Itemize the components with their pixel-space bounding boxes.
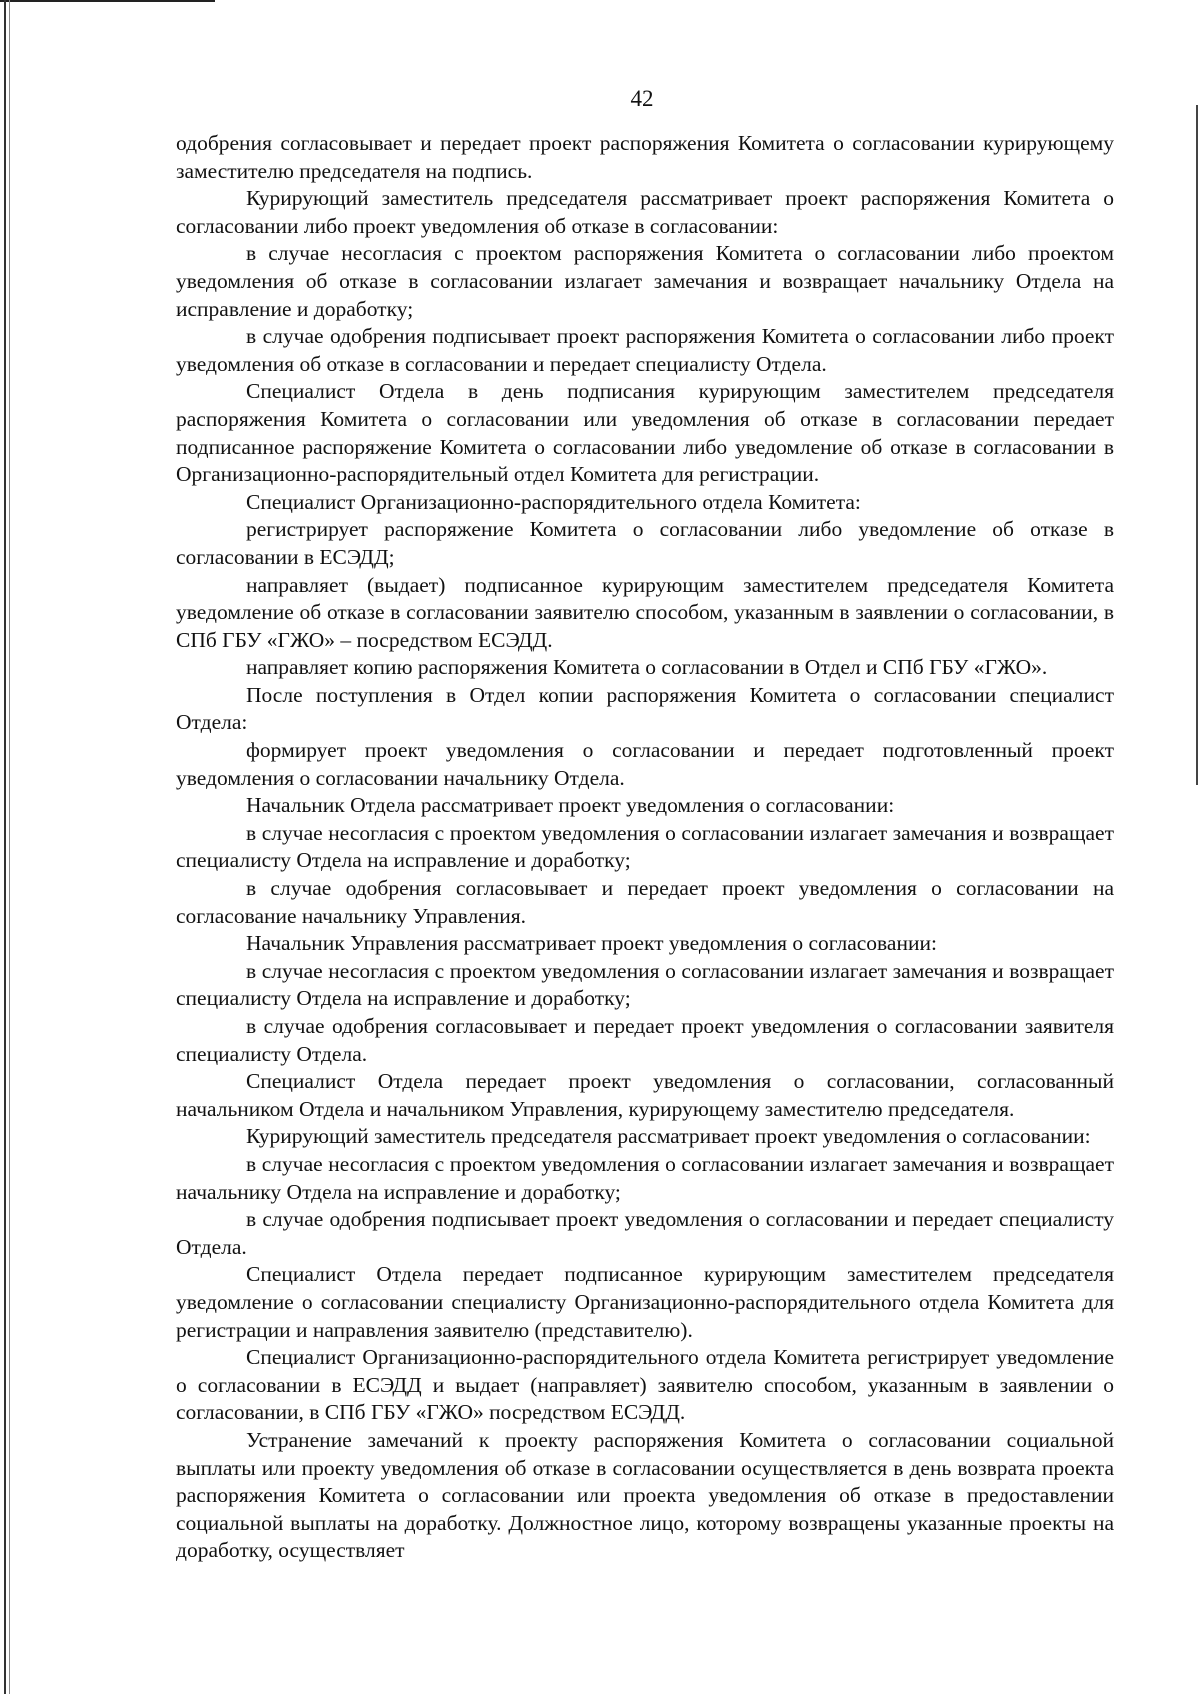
paragraph: Устранение замечаний к проекту распоряжения Комитета о согласовании социальной выплаты или проекту уведомления об отказе в согласовании осуществляется в день возврата проекта распоряжения Комитета о согласовании или проекта уведомления об отказе в предоставлении социальной выплаты на доработку. Должностное лицо, которому возвращены указанные проекты на доработку, осуществляет <box>176 1427 1114 1563</box>
paragraph: Курирующий заместитель председателя рассматривает проект уведомления о согласовании: <box>246 1124 1091 1149</box>
paragraph: Курирующий заместитель председателя рассматривает проект распоряжения Комитета о согласовании либо проект уведомления об отказе в согласовании: <box>176 186 1114 238</box>
scan-edge-top <box>0 0 215 2</box>
paragraph: в случае несогласия с проектом распоряжения Комитета о согласовании либо проектом уведомления об отказе в согласовании излагает замечания и возвращает начальнику Отдела на исправление и доработку; <box>176 241 1114 321</box>
page-number: 42 <box>630 86 654 111</box>
paragraph: регистрирует распоряжение Комитета о согласовании либо уведомление об отказе в согласовании в ЕСЭДД; <box>176 517 1114 569</box>
paragraph: в случае одобрения подписывает проект распоряжения Комитета о согласовании либо проект уведомления об отказе в согласовании и передает специалисту Отдела. <box>176 324 1114 376</box>
scan-edge-left-inner <box>9 0 10 1694</box>
paragraph: Специалист Организационно-распорядительного отдела Комитета регистрирует уведомление о согласовании в ЕСЭДД и выдает (направляет) заявителю способом, указанным в заявлении о согласовании, в СПб ГБУ «ГЖО» посредством ЕСЭДД. <box>176 1345 1114 1425</box>
scan-edge-right <box>1196 105 1198 785</box>
paragraph: формирует проект уведомления о согласовании и передает подготовленный проект уведомления о согласовании начальнику Отдела. <box>176 738 1114 790</box>
paragraph: Специалист Отдела в день подписания курирующим заместителем председателя распоряжения Комитета о согласовании или уведомления об отказе в согласовании передает подписанное распоряжение Комитета о согласовании либо уведомление об отказе в согласовании в Организационно-распорядительный отдел Комитета для регистрации. <box>176 379 1114 487</box>
document-body <box>176 130 1114 1565</box>
paragraph: направляет (выдает) подписанное курирующим заместителем председателя Комитета уведомление об отказе в согласовании заявителю способом, указанным в заявлении о согласовании, в СПб ГБУ «ГЖО» – посредством ЕСЭДД. <box>176 572 1114 652</box>
paragraph: в случае несогласия с проектом уведомления о согласовании излагает замечания и возвращает специалисту Отдела на исправление и доработку; <box>176 820 1114 873</box>
paragraph: одобрения согласовывает и передает проект распоряжения Комитета о согласовании курирующему заместителю председателя на подпись. <box>176 131 1114 183</box>
paragraph: Начальник Отдела рассматривает проект уведомления о согласовании: <box>246 793 895 818</box>
scan-edge-left <box>4 0 6 1694</box>
paragraph: в случае одобрения согласовывает и передает проект уведомления о согласовании на согласование начальнику Управления. <box>176 876 1114 928</box>
paragraph: в случае несогласия с проектом уведомления о согласовании излагает замечания и возвращает начальнику Отдела на исправление и доработку; <box>176 1151 1114 1204</box>
paragraph: в случае одобрения согласовывает и передает проект уведомления о согласовании заявителя специалисту Отдела. <box>176 1014 1114 1066</box>
paragraph: Специалист Организационно-распорядительного отдела Комитета: <box>246 489 861 514</box>
paragraph: в случае несогласия с проектом уведомления о согласовании излагает замечания и возвращает специалисту Отдела на исправление и доработку; <box>176 958 1114 1011</box>
paragraph: в случае одобрения подписывает проект уведомления о согласовании и передает специалисту Отдела. <box>176 1207 1114 1259</box>
paragraph: Начальник Управления рассматривает проект уведомления о согласовании: <box>246 931 937 956</box>
paragraph: направляет копию распоряжения Комитета о согласовании в Отдел и СПб ГБУ «ГЖО». <box>246 655 1048 680</box>
paragraph: После поступления в Отдел копии распоряжения Комитета о согласовании специалист Отдела: <box>176 682 1114 735</box>
paragraph: Специалист Отдела передает проект уведомления о согласовании, согласованный начальником Отдела и начальником Управления, курирующему заместителю председателя. <box>176 1069 1114 1121</box>
paragraph: Специалист Отдела передает подписанное курирующим заместителем председателя уведомление о согласовании специалисту Организационно-распорядительного отдела Комитета для регистрации и направления заявителю (представителю). <box>176 1262 1114 1342</box>
